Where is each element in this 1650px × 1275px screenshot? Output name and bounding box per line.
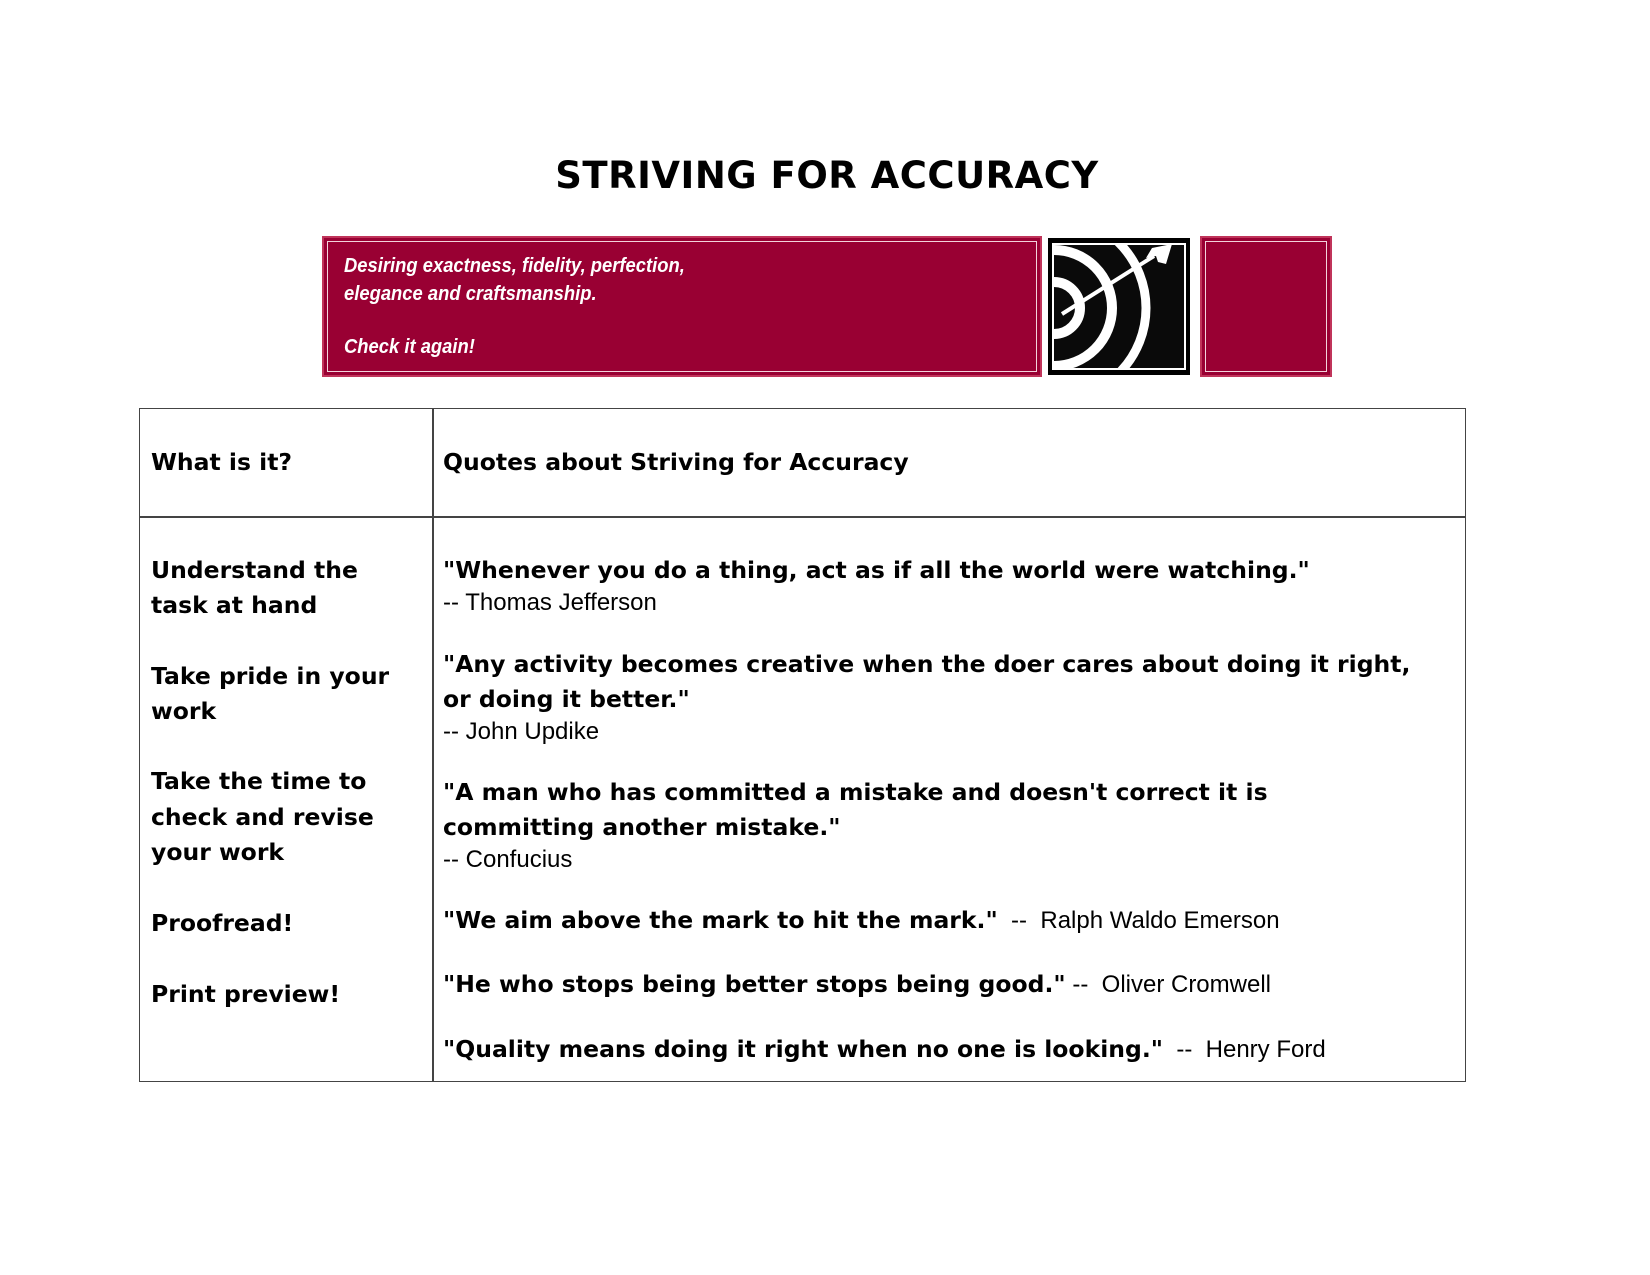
left-item-line: check and revise <box>151 803 374 831</box>
column-divider <box>432 408 434 1082</box>
quote-author: -- Henry Ford <box>1163 1036 1326 1063</box>
left-item-line: Print preview! <box>151 980 341 1008</box>
header-divider <box>139 516 1466 518</box>
quote-author: -- John Updike <box>443 718 600 745</box>
left-item-line: task at hand <box>151 591 318 619</box>
quote-text: or doing it better." <box>443 685 690 713</box>
banner-right-panel <box>1200 236 1332 377</box>
left-item-line: work <box>151 697 217 725</box>
quote-text: "Quality means doing it right when no one is looking." <box>443 1035 1163 1063</box>
left-item-line: Take pride in your <box>151 662 390 690</box>
left-item-line: your work <box>151 838 285 866</box>
quote-text: "He who stops being better stops being good." <box>443 970 1066 998</box>
quote-text: committing another mistake." <box>443 813 841 841</box>
header-what-is-it: What is it? <box>151 448 293 476</box>
quote-line <box>443 1032 1326 1067</box>
left-item-line: Take the time to <box>151 767 367 795</box>
quote-text: "We aim above the mark to hit the mark." <box>443 906 998 934</box>
quote-line <box>443 967 1271 1002</box>
header-quotes: Quotes about Striving for Accuracy <box>443 448 909 476</box>
banner-line: elegance and craftsmanship. <box>344 283 597 305</box>
quote-text: "Whenever you do a thing, act as if all the world were watching." <box>443 556 1310 584</box>
page-title: STRIVING FOR ACCURACY <box>555 154 1099 197</box>
target-arrow-icon <box>1044 236 1194 377</box>
quote-author: -- Ralph Waldo Emerson <box>997 907 1280 934</box>
banner-text <box>344 252 685 361</box>
banner-line: Desiring exactness, fidelity, perfection, <box>344 255 685 277</box>
quote-text: "A man who has committed a mistake and doesn't correct it is <box>443 778 1268 806</box>
quote-text: "Any activity becomes creative when the doer cares about doing it right, <box>443 650 1411 678</box>
quote-line <box>443 903 1280 938</box>
left-item-line: Understand the <box>151 556 358 584</box>
banner-tagline: Check it again! <box>344 336 475 358</box>
quote-author: -- Oliver Cromwell <box>1065 971 1271 998</box>
quote-author: -- Confucius <box>443 846 573 873</box>
banner <box>322 236 1042 377</box>
left-item-line: Proofread! <box>151 909 294 937</box>
quote-author: -- Thomas Jefferson <box>443 589 657 616</box>
